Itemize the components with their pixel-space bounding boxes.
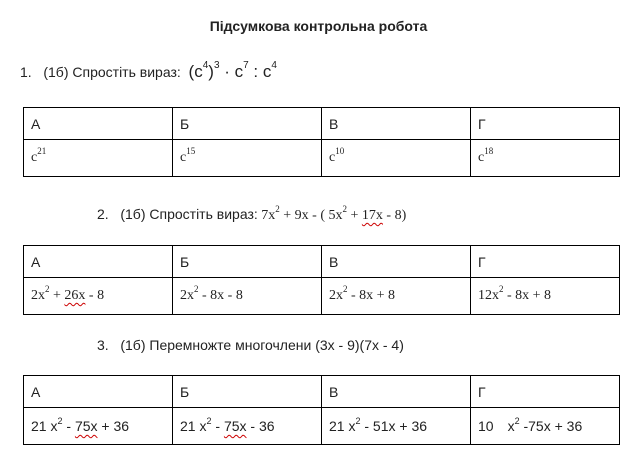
option-a: $c^{21}$ <box>24 140 173 177</box>
question-2 <box>97 206 406 224</box>
option-d: $c^{18}$ <box>471 140 620 177</box>
answer-table-3 <box>23 375 620 445</box>
question-number: 1. <box>20 64 32 80</box>
option-a: $2x^2 + 26x - 8$ <box>24 278 173 315</box>
question-points: (1б) <box>43 64 69 80</box>
option-header-a: А <box>24 246 173 278</box>
expression: $7x^2 + 9x$ - ( $5x^2 + 17x - 8$) <box>257 204 407 223</box>
question-number: 3. <box>97 337 109 353</box>
option-header-a: А <box>24 108 173 140</box>
option-header-d: Г <box>471 246 620 278</box>
option-d: 10 $x^2$ -75x + 36 <box>471 408 620 445</box>
option-header-c: В <box>322 376 471 408</box>
answer-table-1 <box>23 107 620 177</box>
question-points: (1б) <box>120 337 146 353</box>
question-3 <box>97 337 404 353</box>
option-d: $12x^2 - 8x + 8$ <box>471 278 620 315</box>
option-c: $2x^2 - 8x + 8$ <box>322 278 471 315</box>
question-1 <box>20 62 277 82</box>
option-header-b: Б <box>173 246 322 278</box>
option-header-c: В <box>322 246 471 278</box>
option-b: $c^{15}$ <box>173 140 322 177</box>
option-header-a: А <box>24 376 173 408</box>
question-number: 2. <box>97 206 109 222</box>
expression: $(c^4)^3 \cdot c^7$ : $c^4$ <box>188 60 277 81</box>
option-b: $2x^2 - 8x - 8$ <box>173 278 322 315</box>
option-header-d: Г <box>471 108 620 140</box>
option-header-b: Б <box>173 376 322 408</box>
option-header-d: Г <box>471 376 620 408</box>
answer-table-2 <box>23 245 620 315</box>
question-text: Спростіть вираз: <box>72 64 181 80</box>
option-c: $c^{10}$ <box>322 140 471 177</box>
question-text: Спростіть вираз: <box>149 206 258 222</box>
question-points: (1б) <box>120 206 146 222</box>
page-title: Підсумкова контрольна робота <box>209 18 428 34</box>
option-a: 21 $x^2 - 75x + 36$ <box>24 408 173 445</box>
question-text: Перемножте многочлени (3x - 9)(7x - 4) <box>149 337 404 353</box>
option-header-c: В <box>322 108 471 140</box>
option-header-b: Б <box>173 108 322 140</box>
option-b: 21 $x^2 - 75x - 36$ <box>173 408 322 445</box>
option-c: 21 $x^2 - 51x + 36$ <box>322 408 471 445</box>
